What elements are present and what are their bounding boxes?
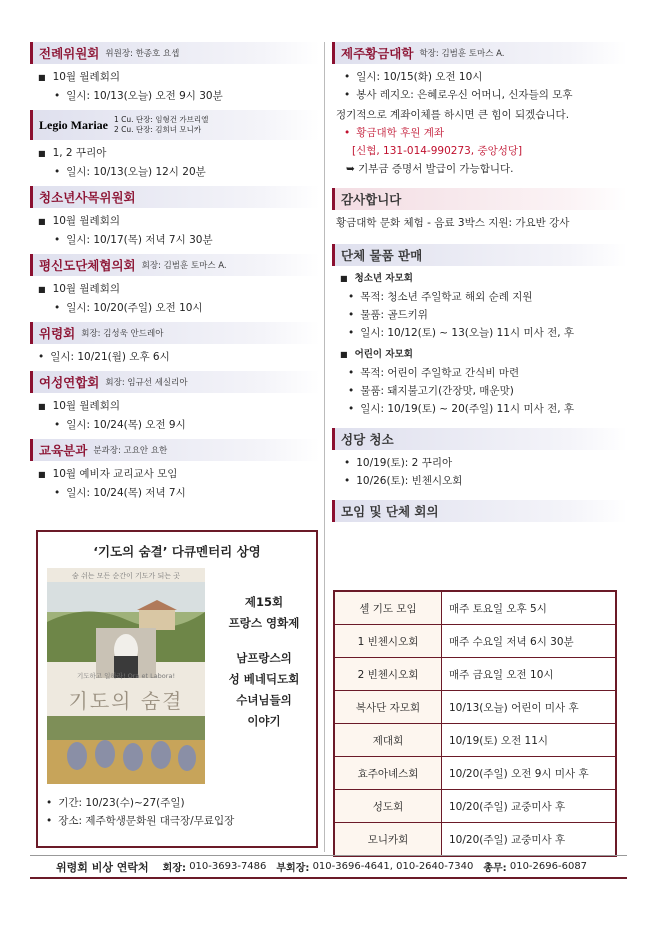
poster-caption: 숨 쉬는 모든 순간이 기도가 되는 곳 [71, 572, 181, 580]
contact-label: 회장: [162, 863, 186, 874]
contact-label: 부회장: [276, 863, 310, 874]
left-column [30, 42, 320, 502]
promo-line: 이야기 [247, 714, 281, 728]
section-subtitle: 회장: 김성욱 안드레아 [81, 329, 164, 339]
section-header-cleaning [332, 428, 627, 450]
table-row [334, 625, 616, 658]
promo-period: • 기간: 10/23(수)~27(주일) [42, 794, 234, 812]
section-subtitle: 회장: 임규선 세실리아 [105, 378, 188, 388]
table-cell-name: 복사단 자모회 [334, 691, 442, 724]
section-subtitle: 2 Cu. 단장: 김희녀 모니카 [113, 125, 202, 134]
section-subtitle: 회장: 김범훈 토마스 A. [141, 261, 227, 271]
section-subtitle: 위원장: 한종호 요셉 [105, 49, 180, 59]
promo-line: 성 베네딕도회 [228, 672, 300, 686]
section-header-golden-univ [332, 42, 627, 64]
section-title: 감사합니다 [341, 192, 402, 207]
section-subtitle: 분과장: 고요안 요한 [93, 446, 168, 456]
section-title: 위령회 [39, 326, 76, 341]
section-title: Legio Mariae [39, 117, 108, 132]
table-cell-name: 모니카회 [334, 823, 442, 857]
section-header-education [30, 439, 320, 461]
table-cell-time: 매주 토요일 오후 5시 [442, 591, 617, 625]
list-detail: • 일시: 10/15(화) 오전 10시 [332, 68, 627, 86]
column-divider [324, 42, 325, 852]
table-cell-time: 10/13(오늘) 어린이 미사 후 [442, 691, 617, 724]
list-detail: • 목적: 어린이 주일학교 간식비 마련 [332, 364, 627, 382]
contact-phone: 010-3696-4641, 010-2640-7340 [312, 861, 474, 872]
poster-tagline: 기도하고 일하라! Ora et Labora! [76, 672, 176, 680]
promo-line: 제15회 [244, 595, 284, 609]
table-row [334, 691, 616, 724]
list-detail: • 일시: 10/24(목) 저녁 7시 [30, 484, 320, 502]
section-header-thanks [332, 188, 627, 210]
list-detail: • 10/19(토): 2 꾸리아 [332, 454, 627, 472]
section-header-condolence [30, 322, 320, 344]
thanks-text: 황금대학 문화 체험 - 음료 3박스 지원: 가요반 강사 [336, 217, 570, 229]
section-title: 교육분과 [39, 443, 88, 458]
list-detail: • 일시: 10/20(주일) 오전 10시 [30, 299, 320, 317]
promo-title: ‘기도의 숨결’ 다큐멘터리 상영 [93, 544, 261, 559]
account-number: [신협, 131-014-990273, 중앙성당] [352, 145, 523, 157]
contact-label: 총무: [483, 863, 507, 874]
table-row [334, 724, 616, 757]
list-detail: • 10/26(토): 빈첸시오회 [332, 472, 627, 490]
section-header-liturgy [30, 42, 320, 64]
table-cell-name: 2 빈첸시오회 [334, 658, 442, 691]
section-subtitle: 1 Cu. 단장: 임형건 가브리엘 [113, 115, 209, 124]
contact-phone: 010-2696-6087 [509, 861, 588, 872]
section-title: 성당 청소 [341, 432, 394, 447]
list-detail: • 일시: 10/12(토) ~ 13(오늘) 11시 미사 전, 후 [332, 324, 627, 342]
list-detail: • 일시: 10/19(토) ~ 20(주일) 11시 미사 전, 후 [332, 400, 627, 418]
list-item: ■ 10월 월례회의 [30, 212, 320, 231]
documentary-promo-box [36, 530, 318, 848]
receipt-note: ➥ 기부금 증명서 발급이 가능합니다. [346, 163, 514, 175]
table-cell-time: 10/20(주일) 교중미사 후 [442, 790, 617, 823]
table-cell-name: 셀 기도 모임 [334, 591, 442, 625]
list-detail: • 일시: 10/13(오늘) 오전 9시 30분 [30, 87, 320, 105]
section-title: 모임 및 단체 회의 [341, 504, 439, 519]
sale-group-name: ■ 어린이 자모회 [332, 346, 627, 364]
list-detail: • 일시: 10/13(오늘) 12시 20분 [30, 163, 320, 181]
table-row [334, 591, 616, 625]
table-cell-time: 10/19(토) 오전 11시 [442, 724, 617, 757]
promo-line: 수녀님들의 [236, 693, 292, 707]
account-label: • 황금대학 후원 계좌 [332, 124, 627, 142]
section-header-women [30, 371, 320, 393]
table-cell-time: 10/20(주일) 교중미사 후 [442, 823, 617, 857]
table-cell-time: 10/20(주일) 오전 9시 미사 후 [442, 757, 617, 790]
list-item: ■ 10월 월례회의 [30, 280, 320, 299]
list-detail: • 일시: 10/17(목) 저녁 7시 30분 [30, 231, 320, 249]
table-cell-name: 1 빈첸시오회 [334, 625, 442, 658]
table-cell-name: 성도회 [334, 790, 442, 823]
section-title: 제주황금대학 [341, 46, 414, 61]
meetings-table [333, 590, 617, 857]
table-cell-name: 효주아녜스회 [334, 757, 442, 790]
table-row [334, 757, 616, 790]
section-title: 전례위원회 [39, 46, 100, 61]
movie-poster [47, 568, 205, 784]
table-cell-name: 제대회 [334, 724, 442, 757]
table-row [334, 658, 616, 691]
table-cell-time: 매주 수요일 저녁 6시 30분 [442, 625, 617, 658]
section-header-sale [332, 244, 627, 266]
list-detail: • 목적: 청소년 주일학교 해외 순례 지원 [332, 288, 627, 306]
list-detail: • 일시: 10/24(목) 오전 9시 [30, 416, 320, 434]
table-row [334, 823, 616, 857]
section-title: 청소년사목위원회 [39, 190, 136, 205]
section-header-meetings [332, 500, 627, 522]
promo-line: 프랑스 영화제 [228, 616, 300, 630]
paragraph: 정기적으로 계좌이체를 하시면 큰 힘이 되겠습니다. [336, 109, 570, 121]
section-title: 평신도단체협의회 [39, 258, 136, 273]
list-item: ■ 10월 예비자 교리교사 모임 [30, 465, 320, 484]
promo-description [216, 592, 312, 732]
sale-group-name: ■ 청소년 자모회 [332, 270, 627, 288]
poster-nuns-group-image [47, 716, 205, 784]
contact-phone: 010-3693-7486 [189, 861, 267, 872]
section-header-youth [30, 186, 320, 208]
list-detail: • 봉사 레지오: 은혜로우신 어머니, 신자들의 모후 [332, 86, 627, 104]
table-row [334, 790, 616, 823]
list-detail: • 일시: 10/21(월) 오후 6시 [30, 348, 320, 366]
list-item: ■ 10월 월례회의 [30, 68, 320, 87]
section-title: 여성연합회 [39, 375, 100, 390]
list-item: ■ 10월 월례회의 [30, 397, 320, 416]
list-detail: • 물품: 골드키위 [332, 306, 627, 324]
list-detail: • 물품: 돼지불고기(간장맛, 매운맛) [332, 382, 627, 400]
section-header-legio [30, 110, 320, 140]
list-item: ■ 1, 2 꾸리아 [30, 144, 320, 163]
table-cell-time: 매주 금요일 오전 10시 [442, 658, 617, 691]
section-subtitle: 학장: 김범훈 토마스 A. [419, 49, 505, 59]
section-header-laity [30, 254, 320, 276]
promo-place: • 장소: 제주학생문화원 대극장/무료입장 [42, 812, 234, 830]
right-column [332, 42, 627, 526]
emergency-contact-bar [30, 855, 627, 879]
promo-line: 남프랑스의 [236, 651, 292, 665]
footer-title: 위령회 비상 연락처 [56, 860, 149, 874]
poster-title: 기도의 숨결 [68, 689, 184, 713]
section-title: 단체 물품 판매 [341, 248, 423, 263]
